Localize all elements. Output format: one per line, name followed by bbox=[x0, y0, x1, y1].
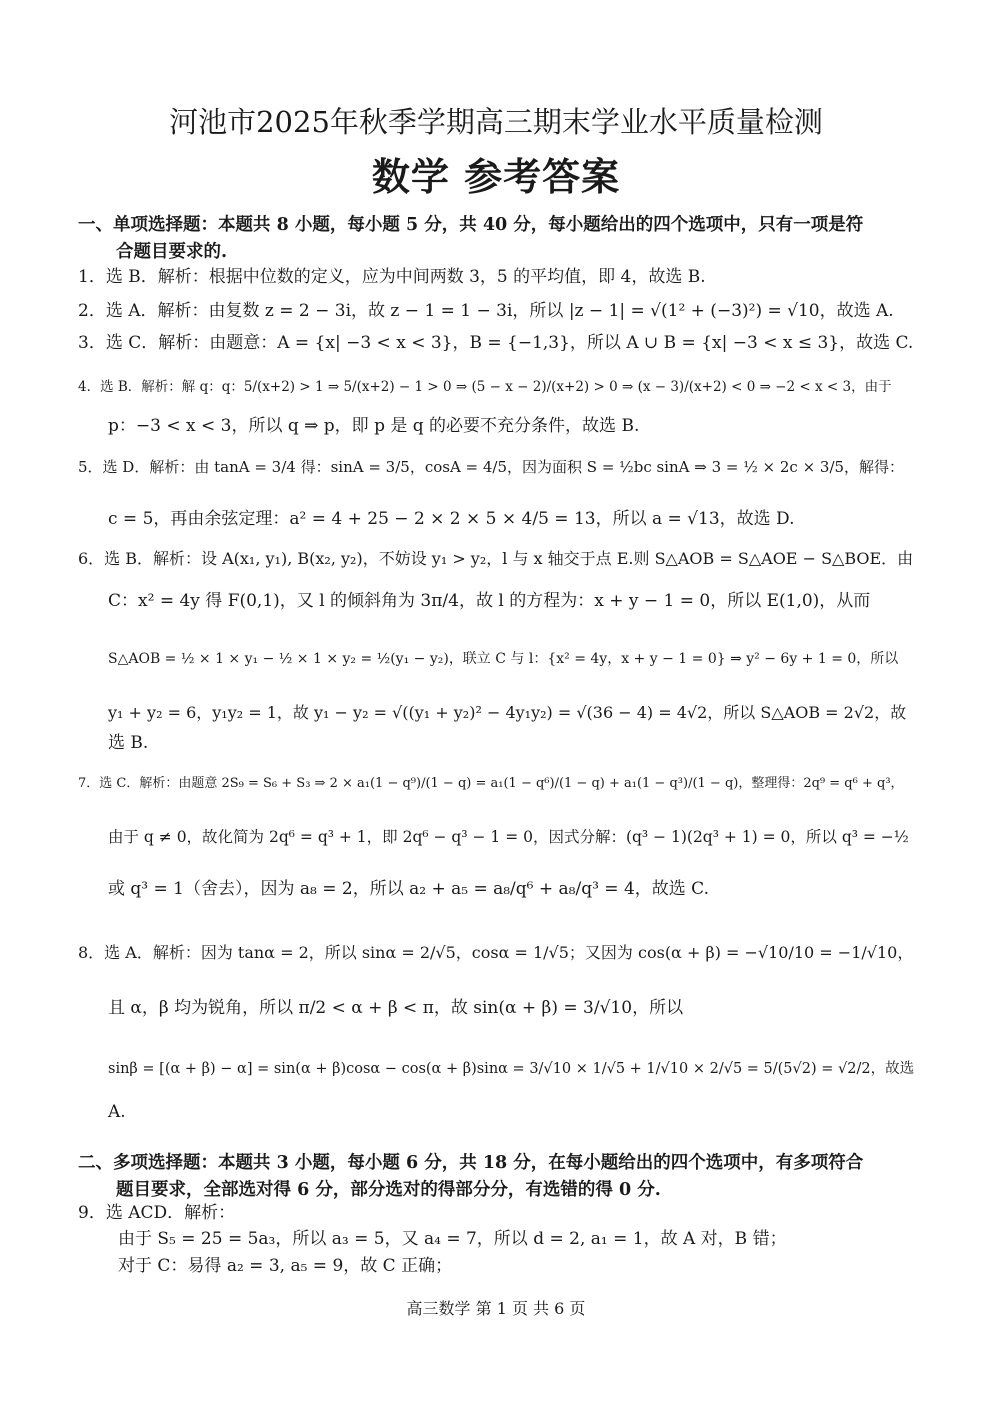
question-1: 1．选 B．解析：根据中位数的定义，应为中间两数 3，5 的平均值，即 4，故选 B. bbox=[78, 267, 706, 287]
section-2-line-2: 题目要求，全部选对得 6 分，部分选对的得部分分，有选错的得 0 分. bbox=[116, 1180, 661, 1200]
section-1-line-1: 一、单项选择题：本题共 8 小题，每小题 5 分，共 40 分，每小题给出的四个选项中，只有一项是符 bbox=[78, 215, 864, 235]
section-2-line-1: 二、多项选择题：本题共 3 小题，每小题 6 分，共 18 分，在每小题给出的四个选项中，有多项符合 bbox=[78, 1153, 864, 1173]
document-subtitle: 数学 参考答案 bbox=[371, 154, 621, 199]
question-3: 3．选 C．解析：由题意：A = {x| −3 < x < 3}，B = {−1,3}，所以 A ∪ B = {x| −3 < x ≤ 3}，故选 C. bbox=[78, 333, 914, 353]
section-1-line-2: 合题目要求的. bbox=[116, 242, 228, 262]
question-8-line-1: 8．选 A．解析：因为 tanα = 2，所以 sinα = 2/√5，cosα = 1/√5；又因为 cos(α + β) = −√10/10 = −1/√10， bbox=[78, 943, 914, 962]
question-7-line-2: 由于 q ≠ 0，故化简为 2q⁶ = q³ + 1，即 2q⁶ − q³ − 1 = 0，因式分解：(q³ − 1)(2q³ + 1) = 0，所以 q³ = −½ bbox=[108, 828, 909, 846]
question-6-line-2: C：x² = 4y 得 F(0,1)，又 l 的倾斜角为 3π/4，故 l 的方程为：x + y − 1 = 0，所以 E(1,0)，从而 bbox=[108, 591, 871, 611]
question-5-line-1: 5．选 D．解析：由 tanA = 3/4 得：sinA = 3/5，cosA = 4/5，因为面积 S = ½bc sinA ⇒ 3 = ½ × 2c × 3/5，解得： bbox=[78, 458, 905, 476]
question-9-line-1: 9．选 ACD．解析： bbox=[78, 1203, 236, 1223]
question-2: 2．选 A．解析：由复数 z = 2 − 3i，故 z − 1 = 1 − 3i，所以 |z − 1| = √(1² + (−3)²) = √10，故选 A. bbox=[78, 301, 894, 321]
question-8-line-3: sinβ = [(α + β) − α] = sin(α + β)cosα − cos(α + β)sinα = 3/√10 × 1/√5 + 1/√10 × 2/√5 = 5/(5√2) = √2/2，故选 bbox=[108, 1061, 915, 1077]
question-9-line-3: 对于 C：易得 a₂ = 3, a₅ = 9，故 C 正确； bbox=[118, 1256, 453, 1276]
question-8-line-4: A. bbox=[108, 1102, 126, 1122]
question-5-line-2: c = 5，再由余弦定理：a² = 4 + 25 − 2 × 2 × 5 × 4/5 = 13，所以 a = √13，故选 D. bbox=[108, 509, 795, 529]
question-4-line-1: 4．选 B．解析：解 q：q：5/(x+2) > 1 ⇒ 5/(x+2) − 1 > 0 ⇒ (5 − x − 2)/(x+2) > 0 ⇒ (x − 3)/(x+2) < 0 ⇒ −2 < x < 3，由于 bbox=[78, 379, 892, 395]
question-4-line-2: p：−3 < x < 3，所以 q ⇒ p，即 p 是 q 的必要不充分条件，故选 B. bbox=[108, 416, 640, 436]
question-6-line-4: y₁ + y₂ = 6，y₁y₂ = 1，故 y₁ − y₂ = √((y₁ + y₂)² − 4y₁y₂) = √(36 − 4) = 4√2，所以 S△AOB = 2√2，故 bbox=[108, 703, 907, 722]
question-6-line-3: S△AOB = ½ × 1 × y₁ − ½ × 1 × y₂ = ½(y₁ − y₂)，联立 C 与 l：{x² = 4y，x + y − 1 = 0} ⇒ y² − 6y + 1 = 0，所以 bbox=[108, 651, 899, 667]
section-1-heading bbox=[78, 212, 918, 266]
question-7-line-1: 7．选 C．解析：由题意 2S₉ = S₆ + S₃ ⇒ 2 × a₁(1 − q⁹)/(1 − q) = a₁(1 − q⁶)/(1 − q) + a₁(1 − q³)/(1 − q)，整理得：2q⁹ = q⁶ + q³， bbox=[78, 776, 904, 791]
section-2-heading bbox=[78, 1150, 918, 1204]
exam-title: 河池市2025年秋季学期高三期末学业水平质量检测 bbox=[169, 105, 823, 139]
question-9-line-2: 由于 S₅ = 25 = 5a₃，所以 a₃ = 5，又 a₄ = 7，所以 d = 2, a₁ = 1，故 A 对，B 错； bbox=[118, 1229, 787, 1249]
question-8-line-2: 且 α，β 均为锐角，所以 π/2 < α + β < π，故 sin(α + β) = 3/√10，所以 bbox=[108, 998, 684, 1018]
page-footer: 高三数学 第 1 页 共 6 页 bbox=[406, 1299, 586, 1318]
question-6-line-1: 6．选 B．解析：设 A(x₁, y₁), B(x₂, y₂)，不妨设 y₁ > y₂，l 与 x 轴交于点 E.则 S△AOB = S△AOE − S△BOE．由 bbox=[78, 549, 914, 568]
question-7-line-3: 或 q³ = 1（舍去），因为 a₈ = 2，所以 a₂ + a₅ = a₈/q⁶ + a₈/q³ = 4，故选 C. bbox=[108, 879, 709, 899]
question-6-line-5: 选 B. bbox=[108, 733, 149, 753]
